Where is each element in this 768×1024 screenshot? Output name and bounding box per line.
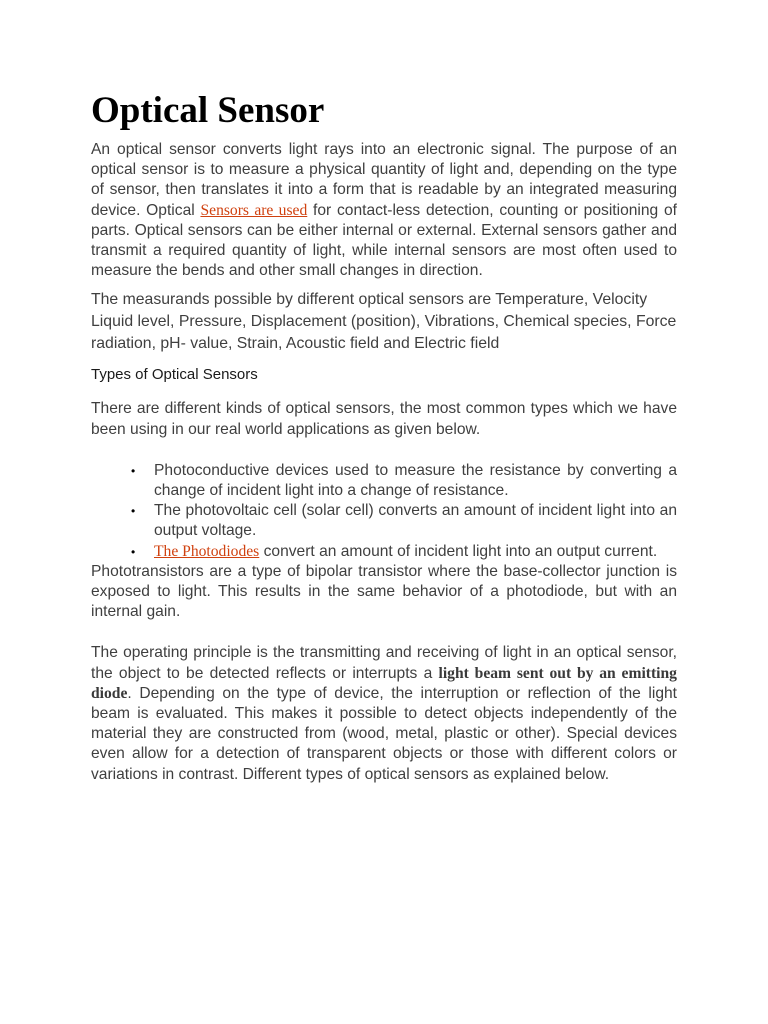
operating-principle-paragraph xyxy=(91,643,677,784)
bullet-icon: • xyxy=(131,504,136,519)
bullet-icon: • xyxy=(131,544,136,559)
photodiodes-link[interactable]: The Photodiodes xyxy=(154,542,260,560)
phototransistors-paragraph: Phototransistors are a type of bipolar transistor where the base-collector junction is exposed to light. This results in the same behavior of a photodiode, but with an internal gain. xyxy=(91,562,677,621)
sensors-are-used-link[interactable]: Sensors are used xyxy=(200,201,308,219)
document-page xyxy=(91,92,677,785)
principle-text-end: . Depending on the type of device, the interruption or reflection of the light beam is evaluated. This makes it possible to detect objects independently of the material they are constructed from (wood, metal, plastic or other). Special devices even allow for a detection of transparent objects or those with different colors or variations in contrast. Different types of optical sensors as explained below. xyxy=(91,684,677,783)
list-item-text: convert an amount of incident light into an output current. xyxy=(259,542,658,560)
page-title: Optical Sensor xyxy=(91,90,325,131)
list-item-photovoltaic xyxy=(131,501,677,541)
section-heading-types: Types of Optical Sensors xyxy=(91,366,258,384)
list-item-photodiodes xyxy=(131,542,677,562)
sensor-types-list xyxy=(91,461,677,562)
intro-paragraph xyxy=(91,140,677,281)
bullet-icon: • xyxy=(131,463,136,478)
list-item-text: Photoconductive devices used to measure the resistance by converting a change of incident light into a change of resistance. xyxy=(154,461,677,500)
intro-text-end: for contact-less detection, counting or positioning of parts. Optical sensors can be either internal or external. External sensors gather and transmit a required quantity of light, while internal sensors are most often used to measure the bends and other small changes in direction. xyxy=(91,201,677,280)
list-item-text: The photovoltaic cell (solar cell) converts an amount of incident light into an output voltage. xyxy=(154,502,677,540)
types-intro-paragraph: There are different kinds of optical sensors, the most common types which we have been using in our real world applications as given below. xyxy=(91,400,677,438)
measurands-paragraph: The measurands possible by different optical sensors are Temperature, Velocity Liquid level, Pressure, Displacement (position), Vibrations, Chemical species, Force radiation, pH- value, Strain, Acoustic field and Electric field xyxy=(91,291,677,353)
intro-text-start: An optical sensor converts light rays into an electronic signal. The purpose of an optical sensor is to measure a physical quantity of light and, depending on the type of sensor, then translates it into a form that is readable by an integrated measuring device. Optical xyxy=(91,141,677,219)
list-item-photoconductive xyxy=(131,461,677,501)
principle-text-start: The operating principle is the transmitting and receiving of light in an optical sensor, the object to be detected reflects or interrupts a xyxy=(91,644,677,682)
emitting-diode-emphasis: light beam sent out by an emitting diode xyxy=(91,664,677,702)
